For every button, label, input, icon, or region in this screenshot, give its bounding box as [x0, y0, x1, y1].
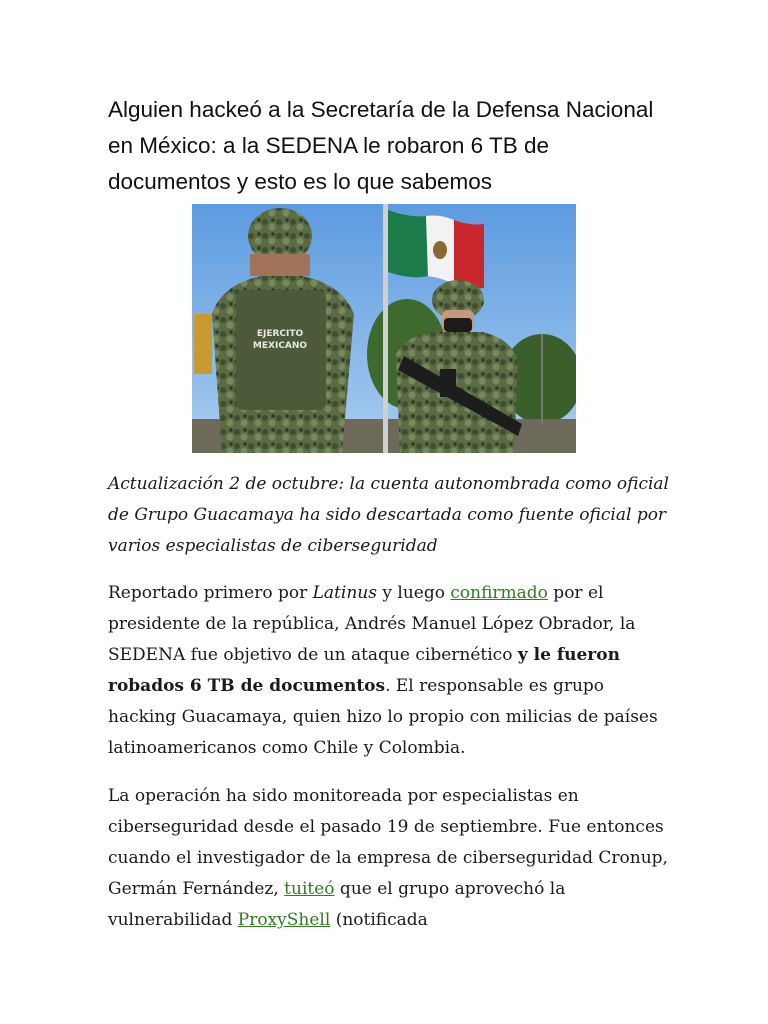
soldiers-flag-image: [192, 204, 576, 453]
vest-label-line2: MEXICANO: [252, 341, 308, 351]
p1-text-2: y luego: [376, 583, 451, 603]
latinus-italic: Latinus: [312, 583, 377, 603]
confirmado-link[interactable]: confirmado: [450, 583, 548, 603]
p1-text-3: por el presidente de la república, Andrés Manuel López Obrador, la SEDENA fue objetivo de un ataque cibernético: [108, 583, 636, 665]
flag-pole: [383, 204, 388, 453]
article-title: Alguien hackeó a la Secretaría de la Defensa Nacional en México: a la SEDENA le robaron 6 TB de documentos y esto es lo que sabemos: [108, 97, 654, 194]
paragraph-2: [108, 781, 668, 936]
vest-label-line1: EJERCITO: [256, 329, 304, 339]
paragraph-1: [108, 578, 668, 764]
p2-text-2: que el grupo aprovechó la vulnerabilidad: [108, 879, 566, 930]
article-photo: [192, 204, 576, 453]
p1-bold-text: y le fueron robados 6 TB de documentos: [108, 645, 620, 696]
p2-text-3: (notificada: [330, 910, 428, 930]
p2-text-1: La operación ha sido monitoreada por especialistas en ciberseguridad desde el pasado 19 de septiembre. Fue entonces cuando el investigador de la empresa de ciberseguridad Cronup, Germán Fernández,: [108, 786, 668, 899]
tuiteo-link[interactable]: tuiteó: [284, 879, 335, 899]
proxyshell-link[interactable]: ProxyShell: [237, 910, 331, 930]
p1-text-4: . El responsable es grupo hacking Guacamaya, quien hizo lo propio con milicias de países latinoamericanos como Chile y Colombia.: [108, 676, 658, 758]
p1-text-1: Reportado primero por: [108, 583, 313, 603]
update-note: Actualización 2 de octubre: la cuenta autonombrada como oficial de Grupo Guacamaya ha sido descartada como fuente oficial por varios especialistas de ciberseguridad: [108, 474, 669, 556]
